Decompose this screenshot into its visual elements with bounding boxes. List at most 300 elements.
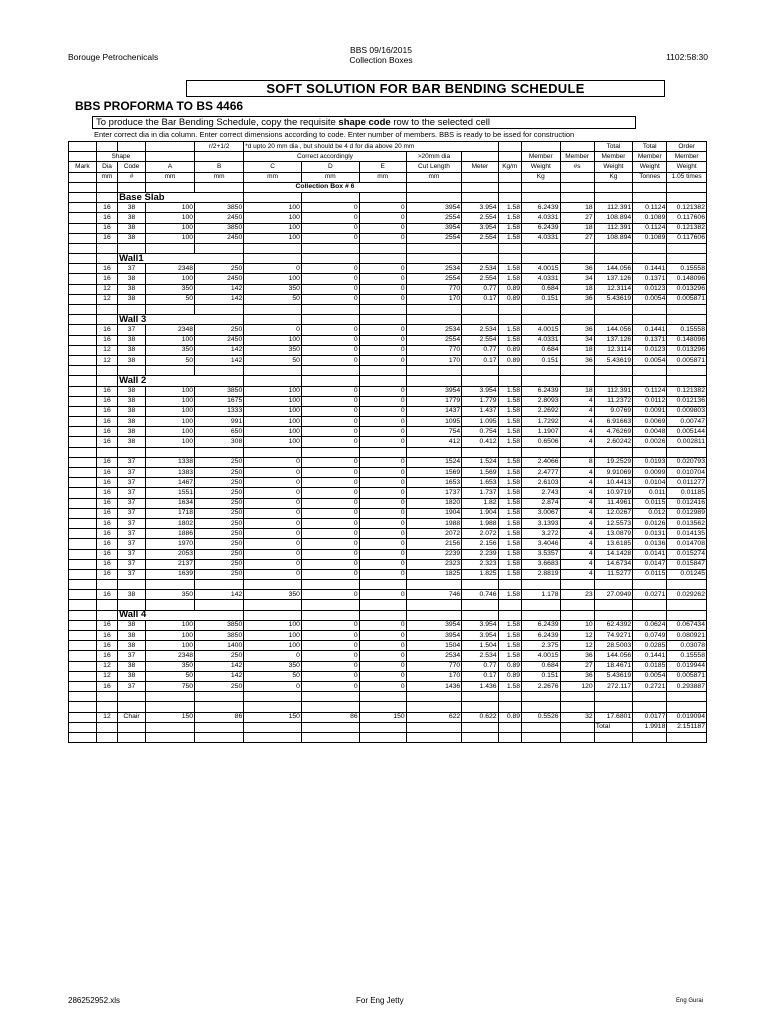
- table-cell: 1.904: [462, 508, 498, 518]
- table-cell: 350: [145, 661, 194, 671]
- table-cell: [594, 305, 632, 315]
- table-row: [69, 631, 707, 641]
- table-cell: [301, 243, 359, 253]
- table-cell: 37: [118, 508, 146, 518]
- table-cell: 250: [195, 681, 244, 691]
- table-cell: 100: [244, 274, 302, 284]
- table-cell: [145, 692, 194, 702]
- table-cell: 1.58: [498, 396, 522, 406]
- table-cell: 2554: [406, 233, 462, 243]
- mark-cell: [69, 559, 97, 569]
- table-cell: [301, 447, 359, 457]
- table-cell: 3850: [195, 620, 244, 630]
- table-cell: 0: [359, 345, 406, 355]
- header-cell: [498, 142, 522, 152]
- table-cell: 37: [118, 569, 146, 579]
- table-row: [69, 641, 707, 651]
- table-cell: [359, 702, 406, 712]
- table-cell: 4.0331: [522, 213, 560, 223]
- table-cell: 1634: [145, 498, 194, 508]
- header-cell: >20mm dia: [406, 152, 462, 162]
- blank-row: [69, 692, 707, 702]
- header-cell: Kg: [522, 172, 560, 182]
- table-cell: 0: [359, 590, 406, 600]
- table-cell: [118, 182, 146, 192]
- table-cell: [522, 580, 560, 590]
- table-cell: [498, 366, 522, 376]
- table-cell: [359, 366, 406, 376]
- table-cell: 0: [301, 437, 359, 447]
- table-cell: 37: [118, 264, 146, 274]
- document-date-line: BBS 09/16/2015: [350, 45, 412, 55]
- table-cell: 38: [118, 355, 146, 365]
- table-cell: [301, 732, 359, 742]
- table-cell: 100: [145, 233, 194, 243]
- table-cell: [667, 702, 707, 712]
- table-cell: [359, 315, 406, 325]
- table-cell: 38: [118, 213, 146, 223]
- table-cell: 0: [301, 661, 359, 671]
- table-cell: 4: [560, 468, 594, 478]
- table-cell: 0.0123: [633, 345, 667, 355]
- table-cell: [406, 192, 462, 202]
- table-cell: 1.58: [498, 508, 522, 518]
- footer-project: For Eng Jetty: [356, 996, 404, 1005]
- table-row: [69, 284, 707, 294]
- header-cell: [498, 172, 522, 182]
- table-cell: 12.3114: [594, 345, 632, 355]
- instruction-text: To produce the Bar Bending Schedule, copy the requisite: [96, 117, 339, 128]
- table-cell: 16: [96, 631, 117, 641]
- table-cell: 0.0147: [633, 559, 667, 569]
- table-cell: [667, 610, 707, 620]
- table-cell: 0.0193: [633, 457, 667, 467]
- table-cell: 0.684: [522, 284, 560, 294]
- table-cell: 1.737: [462, 488, 498, 498]
- table-cell: 100: [244, 223, 302, 233]
- table-cell: 27: [560, 213, 594, 223]
- table-cell: 1524: [406, 457, 462, 467]
- table-cell: 4: [560, 549, 594, 559]
- table-cell: 0.0624: [633, 620, 667, 630]
- table-cell: 308: [195, 437, 244, 447]
- table-cell: 0: [359, 355, 406, 365]
- table-cell: [359, 610, 406, 620]
- table-cell: 0.0115: [633, 569, 667, 579]
- table-cell: 0: [359, 569, 406, 579]
- instruction-line-2: Enter correct dia in dia column. Enter correct dimensions according to code. Enter number of members. BBS is ready to be issed for construction: [94, 130, 575, 139]
- table-cell: 12: [96, 712, 117, 722]
- table-cell: 2.554: [462, 274, 498, 284]
- table-cell: 4: [560, 569, 594, 579]
- table-cell: 1.58: [498, 478, 522, 488]
- table-cell: [498, 600, 522, 610]
- table-cell: [145, 243, 194, 253]
- table-cell: 754: [406, 427, 462, 437]
- table-cell: 0.89: [498, 345, 522, 355]
- table-cell: [560, 315, 594, 325]
- table-cell: 9.91069: [594, 468, 632, 478]
- table-cell: [633, 192, 667, 202]
- table-cell: [69, 722, 97, 732]
- table-cell: [462, 182, 498, 192]
- table-cell: 37: [118, 325, 146, 335]
- mark-cell: [69, 498, 97, 508]
- table-cell: 3954: [406, 620, 462, 630]
- table-cell: [244, 732, 302, 742]
- section-row: [69, 254, 707, 264]
- table-cell: 16: [96, 233, 117, 243]
- table-cell: [462, 254, 498, 264]
- table-cell: 0.0131: [633, 529, 667, 539]
- table-cell: 0: [244, 325, 302, 335]
- table-cell: 1.58: [498, 549, 522, 559]
- table-cell: 0.89: [498, 712, 522, 722]
- table-cell: 3.1393: [522, 518, 560, 528]
- table-cell: 1569: [406, 468, 462, 478]
- table-cell: 1653: [406, 478, 462, 488]
- table-cell: 0: [359, 335, 406, 345]
- table-row: [69, 671, 707, 681]
- table-cell: 0: [359, 641, 406, 651]
- table-cell: 1.58: [498, 325, 522, 335]
- table-cell: 0.117606: [667, 233, 707, 243]
- table-cell: 1.58: [498, 681, 522, 691]
- table-cell: 4: [560, 529, 594, 539]
- table-cell: 0: [244, 478, 302, 488]
- table-cell: 0.622: [462, 712, 498, 722]
- table-cell: 5.43619: [594, 671, 632, 681]
- table-cell: 100: [145, 223, 194, 233]
- table-cell: [462, 315, 498, 325]
- table-cell: [594, 254, 632, 264]
- table-cell: 0: [301, 203, 359, 213]
- table-cell: 0: [359, 427, 406, 437]
- header-cell: [96, 142, 117, 152]
- table-cell: 11.4961: [594, 498, 632, 508]
- table-cell: 144.056: [594, 264, 632, 274]
- table-cell: 0.684: [522, 345, 560, 355]
- table-cell: 12: [96, 284, 117, 294]
- header-cell: Tonnes: [633, 172, 667, 182]
- table-cell: [406, 305, 462, 315]
- table-cell: 0: [301, 488, 359, 498]
- table-cell: 0.01245: [667, 569, 707, 579]
- document-subject-line: Collection Boxes: [349, 55, 413, 65]
- table-cell: [359, 732, 406, 742]
- table-cell: [96, 254, 117, 264]
- table-cell: 112.391: [594, 223, 632, 233]
- header-cell: mm: [145, 172, 194, 182]
- table-cell: [118, 366, 146, 376]
- table-cell: 34: [560, 274, 594, 284]
- table-cell: [633, 600, 667, 610]
- table-cell: [359, 376, 406, 386]
- table-cell: 3.954: [462, 203, 498, 213]
- table-cell: 1.58: [498, 213, 522, 223]
- mark-cell: [69, 325, 97, 335]
- table-cell: [667, 600, 707, 610]
- table-cell: 37: [118, 478, 146, 488]
- table-cell: 0: [301, 417, 359, 427]
- table-cell: 19.2529: [594, 457, 632, 467]
- table-cell: [96, 600, 117, 610]
- table-cell: 108.894: [594, 233, 632, 243]
- table-cell: 0.0099: [633, 468, 667, 478]
- table-cell: [69, 580, 97, 590]
- table-cell: 100: [145, 396, 194, 406]
- table-cell: 16: [96, 223, 117, 233]
- table-cell: 250: [195, 569, 244, 579]
- table-cell: 16: [96, 437, 117, 447]
- table-cell: [462, 243, 498, 253]
- table-cell: [522, 243, 560, 253]
- mark-cell: [69, 549, 97, 559]
- table-cell: 0: [359, 406, 406, 416]
- table-cell: 0: [359, 457, 406, 467]
- table-cell: 2450: [195, 213, 244, 223]
- table-cell: 0.151: [522, 671, 560, 681]
- table-cell: [69, 243, 97, 253]
- table-cell: 0.0054: [633, 671, 667, 681]
- header-row: [69, 162, 707, 172]
- table-cell: 4: [560, 518, 594, 528]
- table-cell: 4: [560, 427, 594, 437]
- header-cell: Cut Length: [406, 162, 462, 172]
- table-cell: 9.0769: [594, 406, 632, 416]
- table-cell: 0: [301, 508, 359, 518]
- header-cell: mm: [195, 172, 244, 182]
- table-cell: 2.554: [462, 213, 498, 223]
- mark-cell: [69, 641, 97, 651]
- table-cell: 0.89: [498, 284, 522, 294]
- table-cell: 1.095: [462, 417, 498, 427]
- table-cell: 350: [244, 284, 302, 294]
- table-cell: 1779: [406, 396, 462, 406]
- table-cell: [69, 610, 97, 620]
- table-cell: [195, 366, 244, 376]
- table-cell: 37: [118, 457, 146, 467]
- table-cell: [633, 732, 667, 742]
- table-cell: 0.0136: [633, 539, 667, 549]
- table-cell: [633, 376, 667, 386]
- header-cell: Member: [594, 152, 632, 162]
- table-cell: [301, 722, 359, 732]
- table-row: [69, 681, 707, 691]
- table-cell: 1.58: [498, 529, 522, 539]
- header-cell: Correct accordingly: [244, 152, 406, 162]
- table-cell: 1.58: [498, 233, 522, 243]
- table-cell: 3850: [195, 631, 244, 641]
- table-cell: [498, 447, 522, 457]
- table-cell: 36: [560, 671, 594, 681]
- mark-cell: [69, 712, 97, 722]
- table-cell: [244, 692, 302, 702]
- table-cell: 0: [301, 355, 359, 365]
- table-cell: 1988: [406, 518, 462, 528]
- table-cell: 1639: [145, 569, 194, 579]
- table-cell: 12: [96, 671, 117, 681]
- table-cell: [594, 182, 632, 192]
- sheet-title: SOFT SOLUTION FOR BAR BENDING SCHEDULE: [186, 80, 665, 97]
- table-cell: 0: [359, 437, 406, 447]
- table-cell: 2554: [406, 213, 462, 223]
- table-row: [69, 488, 707, 498]
- table-cell: 250: [195, 457, 244, 467]
- table-cell: [244, 376, 302, 386]
- table-cell: 1.437: [462, 406, 498, 416]
- table-cell: [462, 722, 498, 732]
- table-cell: 1802: [145, 518, 194, 528]
- table-cell: 2239: [406, 549, 462, 559]
- table-cell: 16: [96, 488, 117, 498]
- table-cell: 0.77: [462, 661, 498, 671]
- table-cell: [560, 305, 594, 315]
- header-cell: Member: [560, 152, 594, 162]
- table-cell: 2554: [406, 335, 462, 345]
- table-cell: 0.029262: [667, 590, 707, 600]
- table-cell: 1.58: [498, 468, 522, 478]
- table-cell: 3.954: [462, 620, 498, 630]
- table-cell: 0: [359, 518, 406, 528]
- table-cell: 0.020793: [667, 457, 707, 467]
- section-row: [69, 192, 707, 202]
- header-cell: *d upto 20 mm dia , but should be 4 d for dia above 20 mm: [244, 142, 498, 152]
- table-cell: 0.019094: [667, 712, 707, 722]
- table-cell: 0: [244, 468, 302, 478]
- table-cell: 770: [406, 284, 462, 294]
- table-cell: 50: [145, 355, 194, 365]
- table-cell: 13.0879: [594, 529, 632, 539]
- table-cell: 0.17: [462, 355, 498, 365]
- table-cell: 50: [244, 671, 302, 681]
- table-cell: 0: [244, 539, 302, 549]
- table-cell: 38: [118, 345, 146, 355]
- table-cell: 17.6801: [594, 712, 632, 722]
- table-cell: 2534: [406, 264, 462, 274]
- table-cell: 38: [118, 223, 146, 233]
- table-cell: 37: [118, 488, 146, 498]
- table-cell: 0: [301, 539, 359, 549]
- mark-cell: [69, 488, 97, 498]
- table-cell: 2348: [145, 264, 194, 274]
- header-row: [69, 142, 707, 152]
- table-cell: 0.0126: [633, 518, 667, 528]
- table-cell: [498, 182, 522, 192]
- table-cell: [406, 732, 462, 742]
- table-cell: [359, 580, 406, 590]
- blank-row: [69, 305, 707, 315]
- table-cell: 170: [406, 355, 462, 365]
- mark-cell: [69, 620, 97, 630]
- table-cell: [69, 305, 97, 315]
- mark-cell: [69, 417, 97, 427]
- header-cell: Weight: [633, 162, 667, 172]
- table-cell: [633, 243, 667, 253]
- table-cell: 250: [195, 529, 244, 539]
- table-cell: 2.534: [462, 325, 498, 335]
- table-cell: 14.6734: [594, 559, 632, 569]
- table-cell: 1551: [145, 488, 194, 498]
- table-row: [69, 386, 707, 396]
- table-cell: [667, 376, 707, 386]
- table-cell: 1.779: [462, 396, 498, 406]
- table-cell: 2450: [195, 335, 244, 345]
- table-cell: 250: [195, 325, 244, 335]
- blank-row: [69, 366, 707, 376]
- table-cell: 2.2676: [522, 681, 560, 691]
- table-cell: 0: [359, 213, 406, 223]
- table-cell: 0.014708: [667, 539, 707, 549]
- table-cell: [145, 722, 194, 732]
- table-cell: 0: [301, 478, 359, 488]
- table-cell: 50: [244, 294, 302, 304]
- table-cell: 1970: [145, 539, 194, 549]
- table-cell: 1095: [406, 417, 462, 427]
- table-cell: 144.056: [594, 651, 632, 661]
- table-cell: [633, 366, 667, 376]
- table-cell: 0: [301, 386, 359, 396]
- mark-cell: [69, 427, 97, 437]
- header-cell: #s: [560, 162, 594, 172]
- header-cell: [522, 142, 560, 152]
- table-cell: 2534: [406, 651, 462, 661]
- table-cell: 2450: [195, 233, 244, 243]
- table-cell: 6.2439: [522, 620, 560, 630]
- table-row: [69, 620, 707, 630]
- table-cell: 0: [301, 529, 359, 539]
- table-cell: [633, 580, 667, 590]
- table-cell: [522, 600, 560, 610]
- table-cell: 250: [195, 498, 244, 508]
- collection-row: [69, 182, 707, 192]
- table-cell: [560, 722, 594, 732]
- table-cell: [522, 376, 560, 386]
- table-cell: [667, 192, 707, 202]
- table-cell: [560, 447, 594, 457]
- table-cell: 16: [96, 498, 117, 508]
- table-cell: 991: [195, 417, 244, 427]
- table-cell: 0.0177: [633, 712, 667, 722]
- mark-cell: [69, 355, 97, 365]
- table-row: [69, 203, 707, 213]
- table-cell: [145, 580, 194, 590]
- table-cell: 4: [560, 498, 594, 508]
- table-row: [69, 529, 707, 539]
- table-cell: 16: [96, 590, 117, 600]
- table-cell: 38: [118, 233, 146, 243]
- table-cell: [498, 692, 522, 702]
- table-cell: 3.272: [522, 529, 560, 539]
- table-cell: [145, 600, 194, 610]
- table-cell: 5.43619: [594, 355, 632, 365]
- table-cell: [69, 192, 97, 202]
- proforma-heading: BBS PROFORMA TO BS 4466: [75, 99, 244, 113]
- table-cell: 746: [406, 590, 462, 600]
- table-cell: [69, 600, 97, 610]
- table-cell: [69, 702, 97, 712]
- table-cell: 12.5573: [594, 518, 632, 528]
- table-cell: 4: [560, 417, 594, 427]
- table-cell: [359, 192, 406, 202]
- header-cell: [145, 152, 194, 162]
- table-cell: 38: [118, 620, 146, 630]
- table-cell: 0.89: [498, 294, 522, 304]
- table-cell: 0.15558: [667, 651, 707, 661]
- table-row: [69, 457, 707, 467]
- table-cell: 4.0331: [522, 233, 560, 243]
- table-cell: 250: [195, 651, 244, 661]
